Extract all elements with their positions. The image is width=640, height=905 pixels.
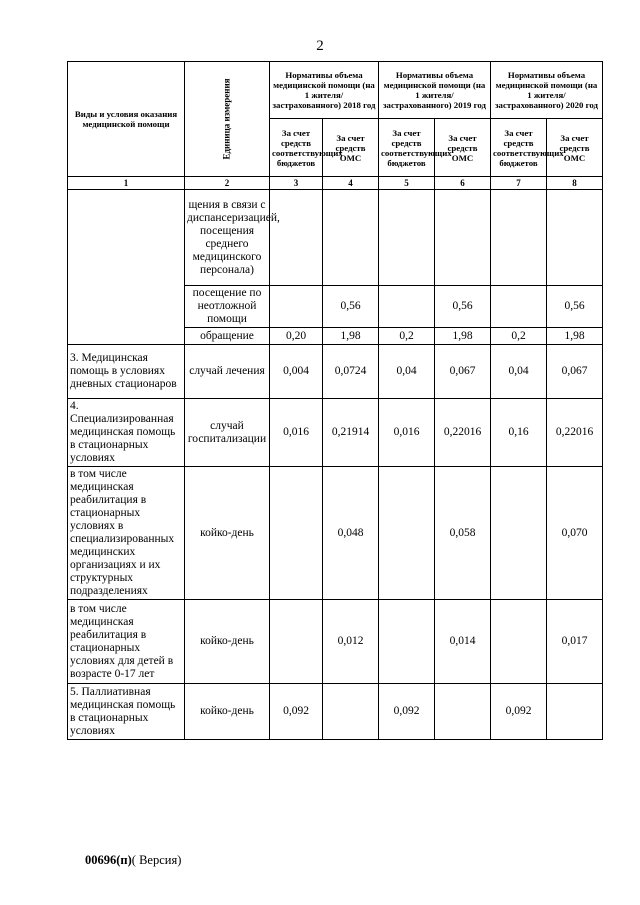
cell-value bbox=[270, 467, 323, 600]
col-number: 5 bbox=[379, 177, 435, 190]
cell-value bbox=[435, 190, 491, 286]
cell-value: 0,070 bbox=[547, 467, 603, 600]
cell-value: 0,56 bbox=[547, 286, 603, 328]
header-oms-2019: За счет средств ОМС bbox=[435, 119, 491, 177]
cell-value bbox=[323, 684, 379, 740]
row-unit: случай лечения bbox=[185, 345, 270, 399]
row-unit: обращение bbox=[185, 328, 270, 345]
cell-value: 0,048 bbox=[323, 467, 379, 600]
cell-value bbox=[491, 600, 547, 684]
col-number: 3 bbox=[270, 177, 323, 190]
table-row bbox=[68, 467, 603, 600]
norms-table bbox=[67, 61, 603, 740]
row-unit: койко-день bbox=[185, 684, 270, 740]
col-number: 6 bbox=[435, 177, 491, 190]
document-code: 00696(п) bbox=[85, 853, 132, 867]
row-unit: койко-день bbox=[185, 467, 270, 600]
col-number: 1 bbox=[68, 177, 185, 190]
cell-value: 0,014 bbox=[435, 600, 491, 684]
col-number: 8 bbox=[547, 177, 603, 190]
cell-value bbox=[435, 684, 491, 740]
row-type bbox=[68, 190, 185, 345]
cell-value: 0,092 bbox=[379, 684, 435, 740]
table-row bbox=[68, 345, 603, 399]
cell-value bbox=[547, 684, 603, 740]
cell-value: 0,04 bbox=[379, 345, 435, 399]
cell-value: 0,22016 bbox=[435, 399, 491, 467]
row-type: в том числе медицинская реабилитация в стационарных условиях для детей в возрасте 0-17 лет bbox=[68, 600, 185, 684]
row-type: 3. Медицинская помощь в условиях дневных стационаров bbox=[68, 345, 185, 399]
cell-value bbox=[270, 190, 323, 286]
header-unit: Единица измерения bbox=[185, 62, 270, 177]
table-row bbox=[68, 399, 603, 467]
document-footer bbox=[85, 853, 181, 868]
cell-value: 0,017 bbox=[547, 600, 603, 684]
row-unit: щения в связи с диспансеризацией, посещения среднего медицинского персонала) bbox=[185, 190, 270, 286]
cell-value bbox=[270, 600, 323, 684]
table-row bbox=[68, 684, 603, 740]
cell-value: 0,067 bbox=[435, 345, 491, 399]
cell-value: 0,004 bbox=[270, 345, 323, 399]
document-version: ( Версия) bbox=[131, 853, 182, 867]
cell-value: 0,012 bbox=[323, 600, 379, 684]
cell-value: 0,067 bbox=[547, 345, 603, 399]
col-number: 4 bbox=[323, 177, 379, 190]
col-number: 2 bbox=[185, 177, 270, 190]
header-oms-2020: За счет средств ОМС bbox=[547, 119, 603, 177]
cell-value bbox=[491, 190, 547, 286]
table-row bbox=[68, 600, 603, 684]
cell-value: 0,016 bbox=[379, 399, 435, 467]
row-unit: случай госпитализации bbox=[185, 399, 270, 467]
header-oms-2018: За счет средств ОМС bbox=[323, 119, 379, 177]
cell-value: 0,016 bbox=[270, 399, 323, 467]
cell-value bbox=[379, 467, 435, 600]
table-row bbox=[68, 190, 603, 286]
cell-value: 0,2 bbox=[491, 328, 547, 345]
row-type: 5. Паллиативная медицинская помощь в стационарных условиях bbox=[68, 684, 185, 740]
header-budget-2019: За счет средств соответствующих бюджетов bbox=[379, 119, 435, 177]
cell-value bbox=[491, 286, 547, 328]
row-type: 4. Специализированная медицинская помощь в стационарных условиях bbox=[68, 399, 185, 467]
page-number: 2 bbox=[316, 38, 324, 54]
header-budget-2020: За счет средств соответствующих бюджетов bbox=[491, 119, 547, 177]
cell-value: 0,21914 bbox=[323, 399, 379, 467]
cell-value: 0,20 bbox=[270, 328, 323, 345]
cell-value bbox=[379, 286, 435, 328]
row-unit: посещение по неотложной помощи bbox=[185, 286, 270, 328]
cell-value bbox=[491, 467, 547, 600]
cell-value: 0,56 bbox=[323, 286, 379, 328]
cell-value: 1,98 bbox=[547, 328, 603, 345]
cell-value: 0,092 bbox=[270, 684, 323, 740]
header-2018: Нормативы объема медицинской помощи (на 1 жителя/ застрахованного) 2018 год bbox=[270, 62, 379, 119]
cell-value bbox=[379, 600, 435, 684]
header-budget-2018: За счет средств соответствующих бюджетов bbox=[270, 119, 323, 177]
cell-value: 1,98 bbox=[435, 328, 491, 345]
cell-value bbox=[270, 286, 323, 328]
cell-value: 0,058 bbox=[435, 467, 491, 600]
header-type: Виды и условия оказания медицинской помощи bbox=[68, 62, 185, 177]
cell-value: 0,0724 bbox=[323, 345, 379, 399]
cell-value: 0,04 bbox=[491, 345, 547, 399]
row-unit: койко-день bbox=[185, 600, 270, 684]
column-numbers-row bbox=[68, 177, 603, 190]
header-2019: Нормативы объема медицинской помощи (на 1 жителя/ застрахованного) 2019 год bbox=[379, 62, 491, 119]
cell-value: 0,092 bbox=[491, 684, 547, 740]
cell-value: 0,56 bbox=[435, 286, 491, 328]
cell-value: 1,98 bbox=[323, 328, 379, 345]
cell-value: 0,2 bbox=[379, 328, 435, 345]
header-2020: Нормативы объема медицинской помощи (на 1 жителя/ застрахованного) 2020 год bbox=[491, 62, 603, 119]
cell-value: 0,16 bbox=[491, 399, 547, 467]
cell-value bbox=[547, 190, 603, 286]
row-type: в том числе медицинская реабилитация в стационарных условиях в специализированных медицинских организациях и их структурных подразделениях bbox=[68, 467, 185, 600]
cell-value bbox=[379, 190, 435, 286]
cell-value: 0,22016 bbox=[547, 399, 603, 467]
cell-value bbox=[323, 190, 379, 286]
col-number: 7 bbox=[491, 177, 547, 190]
